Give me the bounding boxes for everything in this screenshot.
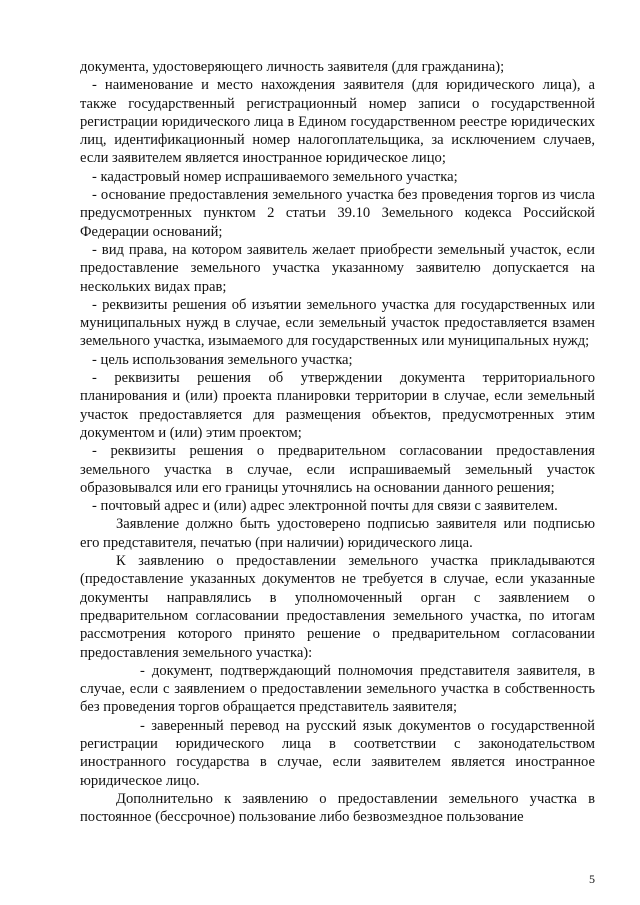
paragraph-additional-requirements: Дополнительно к заявлению о предоставлении земельного участка в постоянное (бессрочное) пользование либо безвозмездное пользование (80, 790, 595, 826)
paragraph-contact-address: - почтовый адрес и (или) адрес электронной почты для связи с заявителем. (92, 498, 558, 515)
paragraph-signature-requirement: Заявление должно быть удостоверено подписью заявителя или подписью его представителя, печатью (при наличии) юридического лица. (80, 516, 595, 551)
paragraph-representative-authority-doc: - документ, подтверждающий полномочия представителя заявителя, в случае, если с заявлением о предоставлении земельного участка в собственность без проведения торгов обращается представитель заявителя; (80, 662, 595, 716)
document-body (80, 58, 595, 826)
paragraph-applicant-identity-doc: документа, удостоверяющего личность заявителя (для гражданина); (80, 59, 505, 75)
paragraph-type-of-right: - вид права, на котором заявитель желает приобрести земельный участок, если предоставление земельного участка указанному заявителю допускается на нескольких видах прав; (80, 241, 595, 295)
paragraph-seizure-decision-details: - реквизиты решения об изъятии земельного участка для государственных или муниципальных нужд в случае, если земельный участок предоставляется взамен земельного участка, изымаемого для государственных или муниципальных нужд; (80, 296, 595, 350)
paragraph-land-use-purpose: - цель использования земельного участка; (92, 351, 353, 368)
paragraph-attached-documents-intro: К заявлению о предоставлении земельного участка прикладываются (предоставление указанных документов не требуется в случае, если указанные документы направлялись в уполномоченный орган с заявлением о предварительном согласовании предоставления земельного участка, по итогам рассмотрения которого принято решение о предварительном согласовании предоставления земельного участка): (80, 553, 595, 661)
paragraph-cadastral-number: - кадастровый номер испрашиваемого земельного участка; (92, 168, 458, 185)
page-number: 5 (589, 872, 595, 886)
paragraph-territorial-planning-decision: - реквизиты решения об утверждении документа территориального планирования и (или) проекта планировки территории в случае, если земельный участок предоставляется для размещения объектов, предусмотренных этим документом и (или) этим проектом; (80, 370, 595, 441)
paragraph-preliminary-approval-decision: - реквизиты решения о предварительном согласовании предоставления земельного участка в случае, если испрашиваемый земельный участок образовывался или его границы уточнялись на основании данного решения; (80, 443, 595, 496)
paragraph-legal-entity-name: - наименование и место нахождения заявителя (для юридического лица), а также государственный регистрационный номер записи о государственной регистрации юридического лица в Едином государственном реестре юридических лиц, идентификационный номер налогоплательщика, за исключением случаев, если заявителем является иностранное юридическое лицо; (80, 77, 595, 167)
paragraph-grounds-without-auction: - основание предоставления земельного участка без проведения торгов из числа предусмотренных пунктом 2 статьи 39.10 Земельного кодекса Российской Федерации оснований; (80, 187, 595, 240)
paragraph-certified-translation: - заверенный перевод на русский язык документов о государственной регистрации юридического лица в соответствии с законодательством иностранного государства в случае, если заявителем является иностранное юридическое лицо. (80, 717, 595, 789)
